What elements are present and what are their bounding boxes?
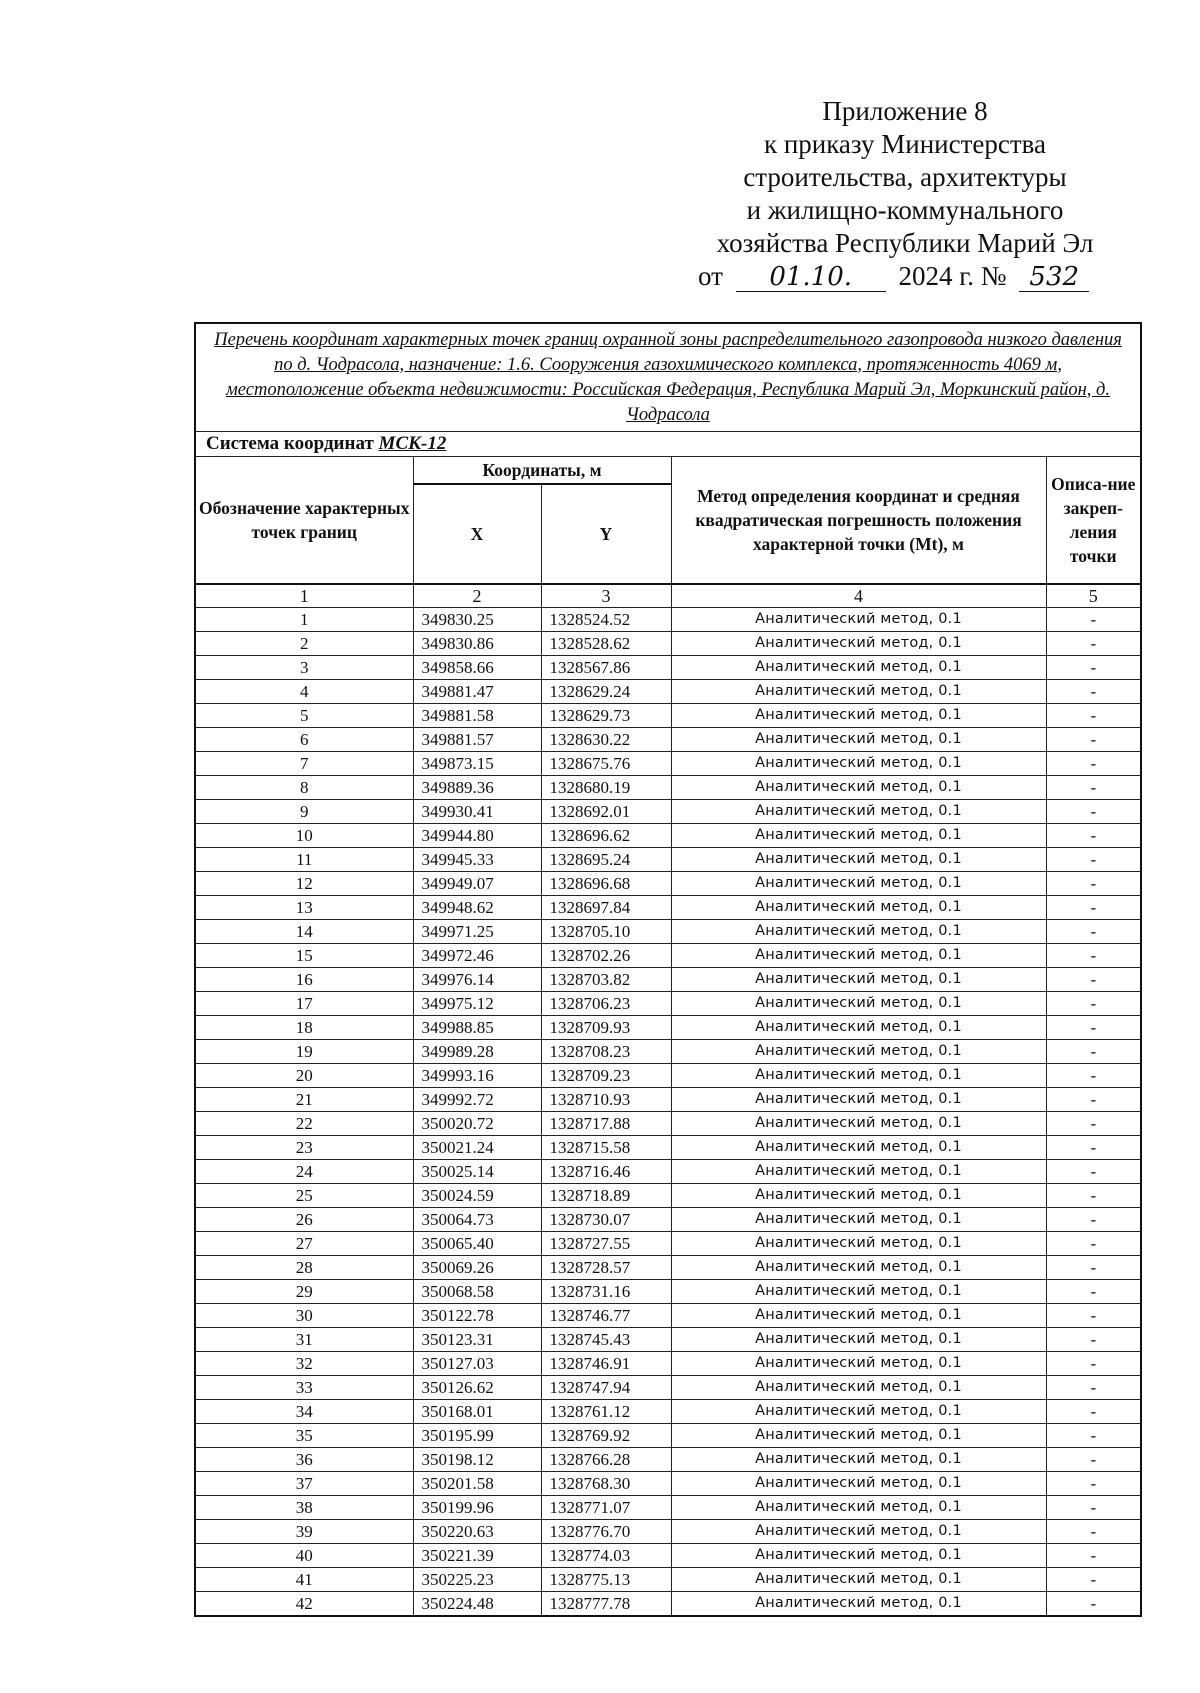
order-date-line [690,260,1120,293]
point-id-cell: 42 [195,1592,413,1617]
point-id-cell: 14 [195,920,413,944]
method-cell: Аналитический метод, 0.1 [671,1352,1046,1376]
description-cell: - [1046,896,1141,920]
point-id-cell: 25 [195,1184,413,1208]
table-row [195,1472,1141,1496]
method-cell: Аналитический метод, 0.1 [671,800,1046,824]
point-id-cell: 16 [195,968,413,992]
description-cell: - [1046,1352,1141,1376]
method-cell: Аналитический метод, 0.1 [671,656,1046,680]
method-cell: Аналитический метод, 0.1 [671,1184,1046,1208]
y-coordinate-cell: 1328675.76 [541,752,671,776]
point-id-cell: 4 [195,680,413,704]
x-coordinate-cell: 350201.58 [413,1472,541,1496]
description-cell: - [1046,800,1141,824]
description-cell: - [1046,776,1141,800]
table-row [195,1448,1141,1472]
table-row [195,1232,1141,1256]
approval-line: строительства, архитектуры [743,162,1067,192]
y-coordinate-cell: 1328567.86 [541,656,671,680]
table-row [195,752,1141,776]
table-row [195,1304,1141,1328]
description-cell: - [1046,1208,1141,1232]
table-row [195,1040,1141,1064]
method-cell: Аналитический метод, 0.1 [671,1160,1046,1184]
y-coordinate-cell: 1328746.91 [541,1352,671,1376]
point-id-cell: 22 [195,1112,413,1136]
method-cell: Аналитический метод, 0.1 [671,1040,1046,1064]
method-cell: Аналитический метод, 0.1 [671,1064,1046,1088]
x-coordinate-cell: 350122.78 [413,1304,541,1328]
table-row [195,632,1141,656]
table-row [195,1256,1141,1280]
y-coordinate-cell: 1328706.23 [541,992,671,1016]
y-coordinate-cell: 1328718.89 [541,1184,671,1208]
date-prefix: от [698,261,723,291]
y-coordinate-cell: 1328697.84 [541,896,671,920]
method-cell: Аналитический метод, 0.1 [671,1400,1046,1424]
method-cell: Аналитический метод, 0.1 [671,944,1046,968]
column-number: 3 [541,584,671,608]
description-cell: - [1046,1400,1141,1424]
point-id-cell: 41 [195,1568,413,1592]
point-id-cell: 28 [195,1256,413,1280]
method-cell: Аналитический метод, 0.1 [671,968,1046,992]
x-coordinate-cell: 350168.01 [413,1400,541,1424]
method-cell: Аналитический метод, 0.1 [671,1568,1046,1592]
table-row [195,944,1141,968]
y-coordinate-cell: 1328709.93 [541,1016,671,1040]
point-id-cell: 38 [195,1496,413,1520]
table-row [195,1184,1141,1208]
y-coordinate-cell: 1328730.07 [541,1208,671,1232]
x-coordinate-cell: 350126.62 [413,1376,541,1400]
y-coordinate-cell: 1328717.88 [541,1112,671,1136]
point-id-cell: 18 [195,1016,413,1040]
point-id-cell: 36 [195,1448,413,1472]
description-cell: - [1046,1472,1141,1496]
description-cell: - [1046,1160,1141,1184]
y-coordinate-cell: 1328727.55 [541,1232,671,1256]
description-cell: - [1046,1496,1141,1520]
y-coordinate-cell: 1328528.62 [541,632,671,656]
point-id-cell: 5 [195,704,413,728]
method-cell: Аналитический метод, 0.1 [671,920,1046,944]
point-id-cell: 29 [195,1280,413,1304]
table-caption: Перечень координат характерных точек границ охранной зоны распределительного газопровода низкого давления по д. Чодрасола, назначение: 1.6. Сооружения газохимического комплекса, протяженность 4069 м, местоположение объекта недвижимости: Российская Федерация, Республика Марий Эл, Моркинский район, д. Чодрасола [195,323,1141,432]
description-cell: - [1046,1592,1141,1617]
point-id-cell: 3 [195,656,413,680]
method-cell: Аналитический метод, 0.1 [671,632,1046,656]
description-cell: - [1046,1520,1141,1544]
y-coordinate-cell: 1328629.24 [541,680,671,704]
method-cell: Аналитический метод, 0.1 [671,824,1046,848]
x-coordinate-cell: 349989.28 [413,1040,541,1064]
table-row [195,1520,1141,1544]
method-cell: Аналитический метод, 0.1 [671,1472,1046,1496]
column-number: 2 [413,584,541,608]
y-coordinate-cell: 1328747.94 [541,1376,671,1400]
method-cell: Аналитический метод, 0.1 [671,1448,1046,1472]
y-coordinate-cell: 1328696.62 [541,824,671,848]
x-coordinate-cell: 349975.12 [413,992,541,1016]
point-id-cell: 7 [195,752,413,776]
table-row [195,608,1141,632]
method-cell: Аналитический метод, 0.1 [671,1376,1046,1400]
y-coordinate-cell: 1328728.57 [541,1256,671,1280]
x-coordinate-cell: 350224.48 [413,1592,541,1617]
table-row [195,920,1141,944]
point-id-cell: 19 [195,1040,413,1064]
x-coordinate-cell: 350021.24 [413,1136,541,1160]
method-cell: Аналитический метод, 0.1 [671,1112,1046,1136]
coordinate-system-value: МСК-12 [378,433,447,454]
table-row [195,968,1141,992]
table-row [195,1208,1141,1232]
point-id-cell: 33 [195,1376,413,1400]
x-coordinate-cell: 349873.15 [413,752,541,776]
description-cell: - [1046,1232,1141,1256]
header-x: X [413,484,541,584]
method-cell: Аналитический метод, 0.1 [671,872,1046,896]
table-row [195,896,1141,920]
y-coordinate-cell: 1328708.23 [541,1040,671,1064]
description-cell: - [1046,1016,1141,1040]
table-row [195,1088,1141,1112]
handwritten-order-number: 532 [1019,263,1089,292]
point-id-cell: 13 [195,896,413,920]
method-cell: Аналитический метод, 0.1 [671,752,1046,776]
point-id-cell: 1 [195,608,413,632]
method-cell: Аналитический метод, 0.1 [671,680,1046,704]
point-id-cell: 31 [195,1328,413,1352]
y-coordinate-cell: 1328524.52 [541,608,671,632]
description-cell: - [1046,968,1141,992]
method-cell: Аналитический метод, 0.1 [671,1424,1046,1448]
x-coordinate-cell: 350198.12 [413,1448,541,1472]
y-coordinate-cell: 1328777.78 [541,1592,671,1617]
description-cell: - [1046,920,1141,944]
table-row [195,656,1141,680]
description-cell: - [1046,1136,1141,1160]
description-cell: - [1046,632,1141,656]
method-cell: Аналитический метод, 0.1 [671,896,1046,920]
y-coordinate-cell: 1328746.77 [541,1304,671,1328]
description-cell: - [1046,848,1141,872]
x-coordinate-cell: 349881.47 [413,680,541,704]
y-coordinate-cell: 1328703.82 [541,968,671,992]
method-cell: Аналитический метод, 0.1 [671,608,1046,632]
x-coordinate-cell: 349858.66 [413,656,541,680]
method-cell: Аналитический метод, 0.1 [671,704,1046,728]
method-cell: Аналитический метод, 0.1 [671,1016,1046,1040]
table-row [195,1112,1141,1136]
table-row [195,1064,1141,1088]
x-coordinate-cell: 349988.85 [413,1016,541,1040]
y-coordinate-cell: 1328692.01 [541,800,671,824]
description-cell: - [1046,824,1141,848]
x-coordinate-cell: 350127.03 [413,1352,541,1376]
y-coordinate-cell: 1328630.22 [541,728,671,752]
description-cell: - [1046,1280,1141,1304]
x-coordinate-cell: 350220.63 [413,1520,541,1544]
y-coordinate-cell: 1328715.58 [541,1136,671,1160]
y-coordinate-cell: 1328702.26 [541,944,671,968]
approval-line: и жилищно-коммунального [746,195,1064,225]
approval-block [690,95,1120,293]
y-coordinate-cell: 1328745.43 [541,1328,671,1352]
x-coordinate-cell: 350068.58 [413,1280,541,1304]
x-coordinate-cell: 350069.26 [413,1256,541,1280]
header-method: Метод определения координат и средняя квадратическая погрешность положения характерной точки (Mt), м [671,457,1046,585]
point-id-cell: 2 [195,632,413,656]
x-coordinate-cell: 349993.16 [413,1064,541,1088]
table-row [195,1592,1141,1617]
y-coordinate-cell: 1328705.10 [541,920,671,944]
y-coordinate-cell: 1328761.12 [541,1400,671,1424]
description-cell: - [1046,728,1141,752]
description-cell: - [1046,1064,1141,1088]
x-coordinate-cell: 349830.86 [413,632,541,656]
point-id-cell: 37 [195,1472,413,1496]
description-cell: - [1046,944,1141,968]
table-row [195,776,1141,800]
table-row [195,1544,1141,1568]
coordinate-system-row [195,432,1141,457]
table-row [195,1280,1141,1304]
description-cell: - [1046,1088,1141,1112]
table-row [195,1352,1141,1376]
table-row [195,728,1141,752]
method-cell: Аналитический метод, 0.1 [671,776,1046,800]
point-id-cell: 24 [195,1160,413,1184]
method-cell: Аналитический метод, 0.1 [671,1304,1046,1328]
x-coordinate-cell: 349881.58 [413,704,541,728]
description-cell: - [1046,704,1141,728]
description-cell: - [1046,1184,1141,1208]
table-row [195,1496,1141,1520]
x-coordinate-cell: 349881.57 [413,728,541,752]
y-coordinate-cell: 1328710.93 [541,1088,671,1112]
y-coordinate-cell: 1328709.23 [541,1064,671,1088]
x-coordinate-cell: 349992.72 [413,1088,541,1112]
method-cell: Аналитический метод, 0.1 [671,1520,1046,1544]
description-cell: - [1046,752,1141,776]
table-row [195,680,1141,704]
table-row [195,1424,1141,1448]
x-coordinate-cell: 349930.41 [413,800,541,824]
description-cell: - [1046,1568,1141,1592]
method-cell: Аналитический метод, 0.1 [671,1544,1046,1568]
header-description: Описа-ние закреп-ления точки [1046,457,1141,585]
table-row [195,872,1141,896]
description-cell: - [1046,1424,1141,1448]
method-cell: Аналитический метод, 0.1 [671,1256,1046,1280]
table-row [195,1568,1141,1592]
column-number: 1 [195,584,413,608]
description-cell: - [1046,1040,1141,1064]
point-id-cell: 23 [195,1136,413,1160]
x-coordinate-cell: 349945.33 [413,848,541,872]
description-cell: - [1046,1544,1141,1568]
y-coordinate-cell: 1328768.30 [541,1472,671,1496]
x-coordinate-cell: 350020.72 [413,1112,541,1136]
method-cell: Аналитический метод, 0.1 [671,848,1046,872]
x-coordinate-cell: 350025.14 [413,1160,541,1184]
method-cell: Аналитический метод, 0.1 [671,1232,1046,1256]
point-id-cell: 27 [195,1232,413,1256]
method-cell: Аналитический метод, 0.1 [671,1208,1046,1232]
y-coordinate-cell: 1328771.07 [541,1496,671,1520]
table-row [195,1400,1141,1424]
description-cell: - [1046,1328,1141,1352]
coordinates-table [194,322,1142,1617]
description-cell: - [1046,1376,1141,1400]
method-cell: Аналитический метод, 0.1 [671,992,1046,1016]
handwritten-date: 01.10. [736,263,886,292]
method-cell: Аналитический метод, 0.1 [671,1136,1046,1160]
x-coordinate-cell: 349889.36 [413,776,541,800]
approval-line: Приложение 8 [822,96,988,126]
description-cell: - [1046,1112,1141,1136]
table-row [195,1016,1141,1040]
method-cell: Аналитический метод, 0.1 [671,1088,1046,1112]
y-coordinate-cell: 1328731.16 [541,1280,671,1304]
description-cell: - [1046,608,1141,632]
x-coordinate-cell: 350065.40 [413,1232,541,1256]
header-y: Y [541,484,671,584]
y-coordinate-cell: 1328696.68 [541,872,671,896]
point-id-cell: 20 [195,1064,413,1088]
header-coords-group: Координаты, м [413,457,671,485]
point-id-cell: 26 [195,1208,413,1232]
method-cell: Аналитический метод, 0.1 [671,1280,1046,1304]
coordinate-system-label: Система координат [206,433,374,454]
table-row [195,704,1141,728]
x-coordinate-cell: 350199.96 [413,1496,541,1520]
description-cell: - [1046,656,1141,680]
y-coordinate-cell: 1328629.73 [541,704,671,728]
y-coordinate-cell: 1328695.24 [541,848,671,872]
y-coordinate-cell: 1328766.28 [541,1448,671,1472]
point-id-cell: 15 [195,944,413,968]
description-cell: - [1046,1448,1141,1472]
x-coordinate-cell: 350064.73 [413,1208,541,1232]
approval-line: хозяйства Республики Марий Эл [716,228,1094,258]
y-coordinate-cell: 1328774.03 [541,1544,671,1568]
table-row [195,1136,1141,1160]
column-number-row [195,584,1141,608]
column-number: 5 [1046,584,1141,608]
x-coordinate-cell: 349976.14 [413,968,541,992]
table-row [195,992,1141,1016]
x-coordinate-cell: 350225.23 [413,1568,541,1592]
y-coordinate-cell: 1328716.46 [541,1160,671,1184]
method-cell: Аналитический метод, 0.1 [671,1496,1046,1520]
method-cell: Аналитический метод, 0.1 [671,1328,1046,1352]
table-row [195,848,1141,872]
table-row [195,1328,1141,1352]
table-row [195,800,1141,824]
x-coordinate-cell: 349972.46 [413,944,541,968]
point-id-cell: 10 [195,824,413,848]
approval-line: к приказу Министерства [763,129,1047,159]
header-point: Обозначение характерных точек границ [195,457,413,585]
method-cell: Аналитический метод, 0.1 [671,728,1046,752]
point-id-cell: 17 [195,992,413,1016]
point-id-cell: 12 [195,872,413,896]
table-row [195,1160,1141,1184]
point-id-cell: 9 [195,800,413,824]
x-coordinate-cell: 349971.25 [413,920,541,944]
year-and-number-label: 2024 г. № [898,261,1007,291]
point-id-cell: 21 [195,1088,413,1112]
point-id-cell: 40 [195,1544,413,1568]
table-row [195,1376,1141,1400]
y-coordinate-cell: 1328769.92 [541,1424,671,1448]
point-id-cell: 30 [195,1304,413,1328]
x-coordinate-cell: 349949.07 [413,872,541,896]
point-id-cell: 34 [195,1400,413,1424]
description-cell: - [1046,872,1141,896]
x-coordinate-cell: 349830.25 [413,608,541,632]
description-cell: - [1046,992,1141,1016]
description-cell: - [1046,1256,1141,1280]
column-number: 4 [671,584,1046,608]
x-coordinate-cell: 350195.99 [413,1424,541,1448]
description-cell: - [1046,1304,1141,1328]
y-coordinate-cell: 1328776.70 [541,1520,671,1544]
x-coordinate-cell: 349948.62 [413,896,541,920]
method-cell: Аналитический метод, 0.1 [671,1592,1046,1617]
table-row [195,824,1141,848]
point-id-cell: 35 [195,1424,413,1448]
x-coordinate-cell: 350024.59 [413,1184,541,1208]
point-id-cell: 32 [195,1352,413,1376]
y-coordinate-cell: 1328775.13 [541,1568,671,1592]
point-id-cell: 8 [195,776,413,800]
x-coordinate-cell: 350221.39 [413,1544,541,1568]
point-id-cell: 6 [195,728,413,752]
y-coordinate-cell: 1328680.19 [541,776,671,800]
point-id-cell: 11 [195,848,413,872]
point-id-cell: 39 [195,1520,413,1544]
x-coordinate-cell: 350123.31 [413,1328,541,1352]
description-cell: - [1046,680,1141,704]
x-coordinate-cell: 349944.80 [413,824,541,848]
